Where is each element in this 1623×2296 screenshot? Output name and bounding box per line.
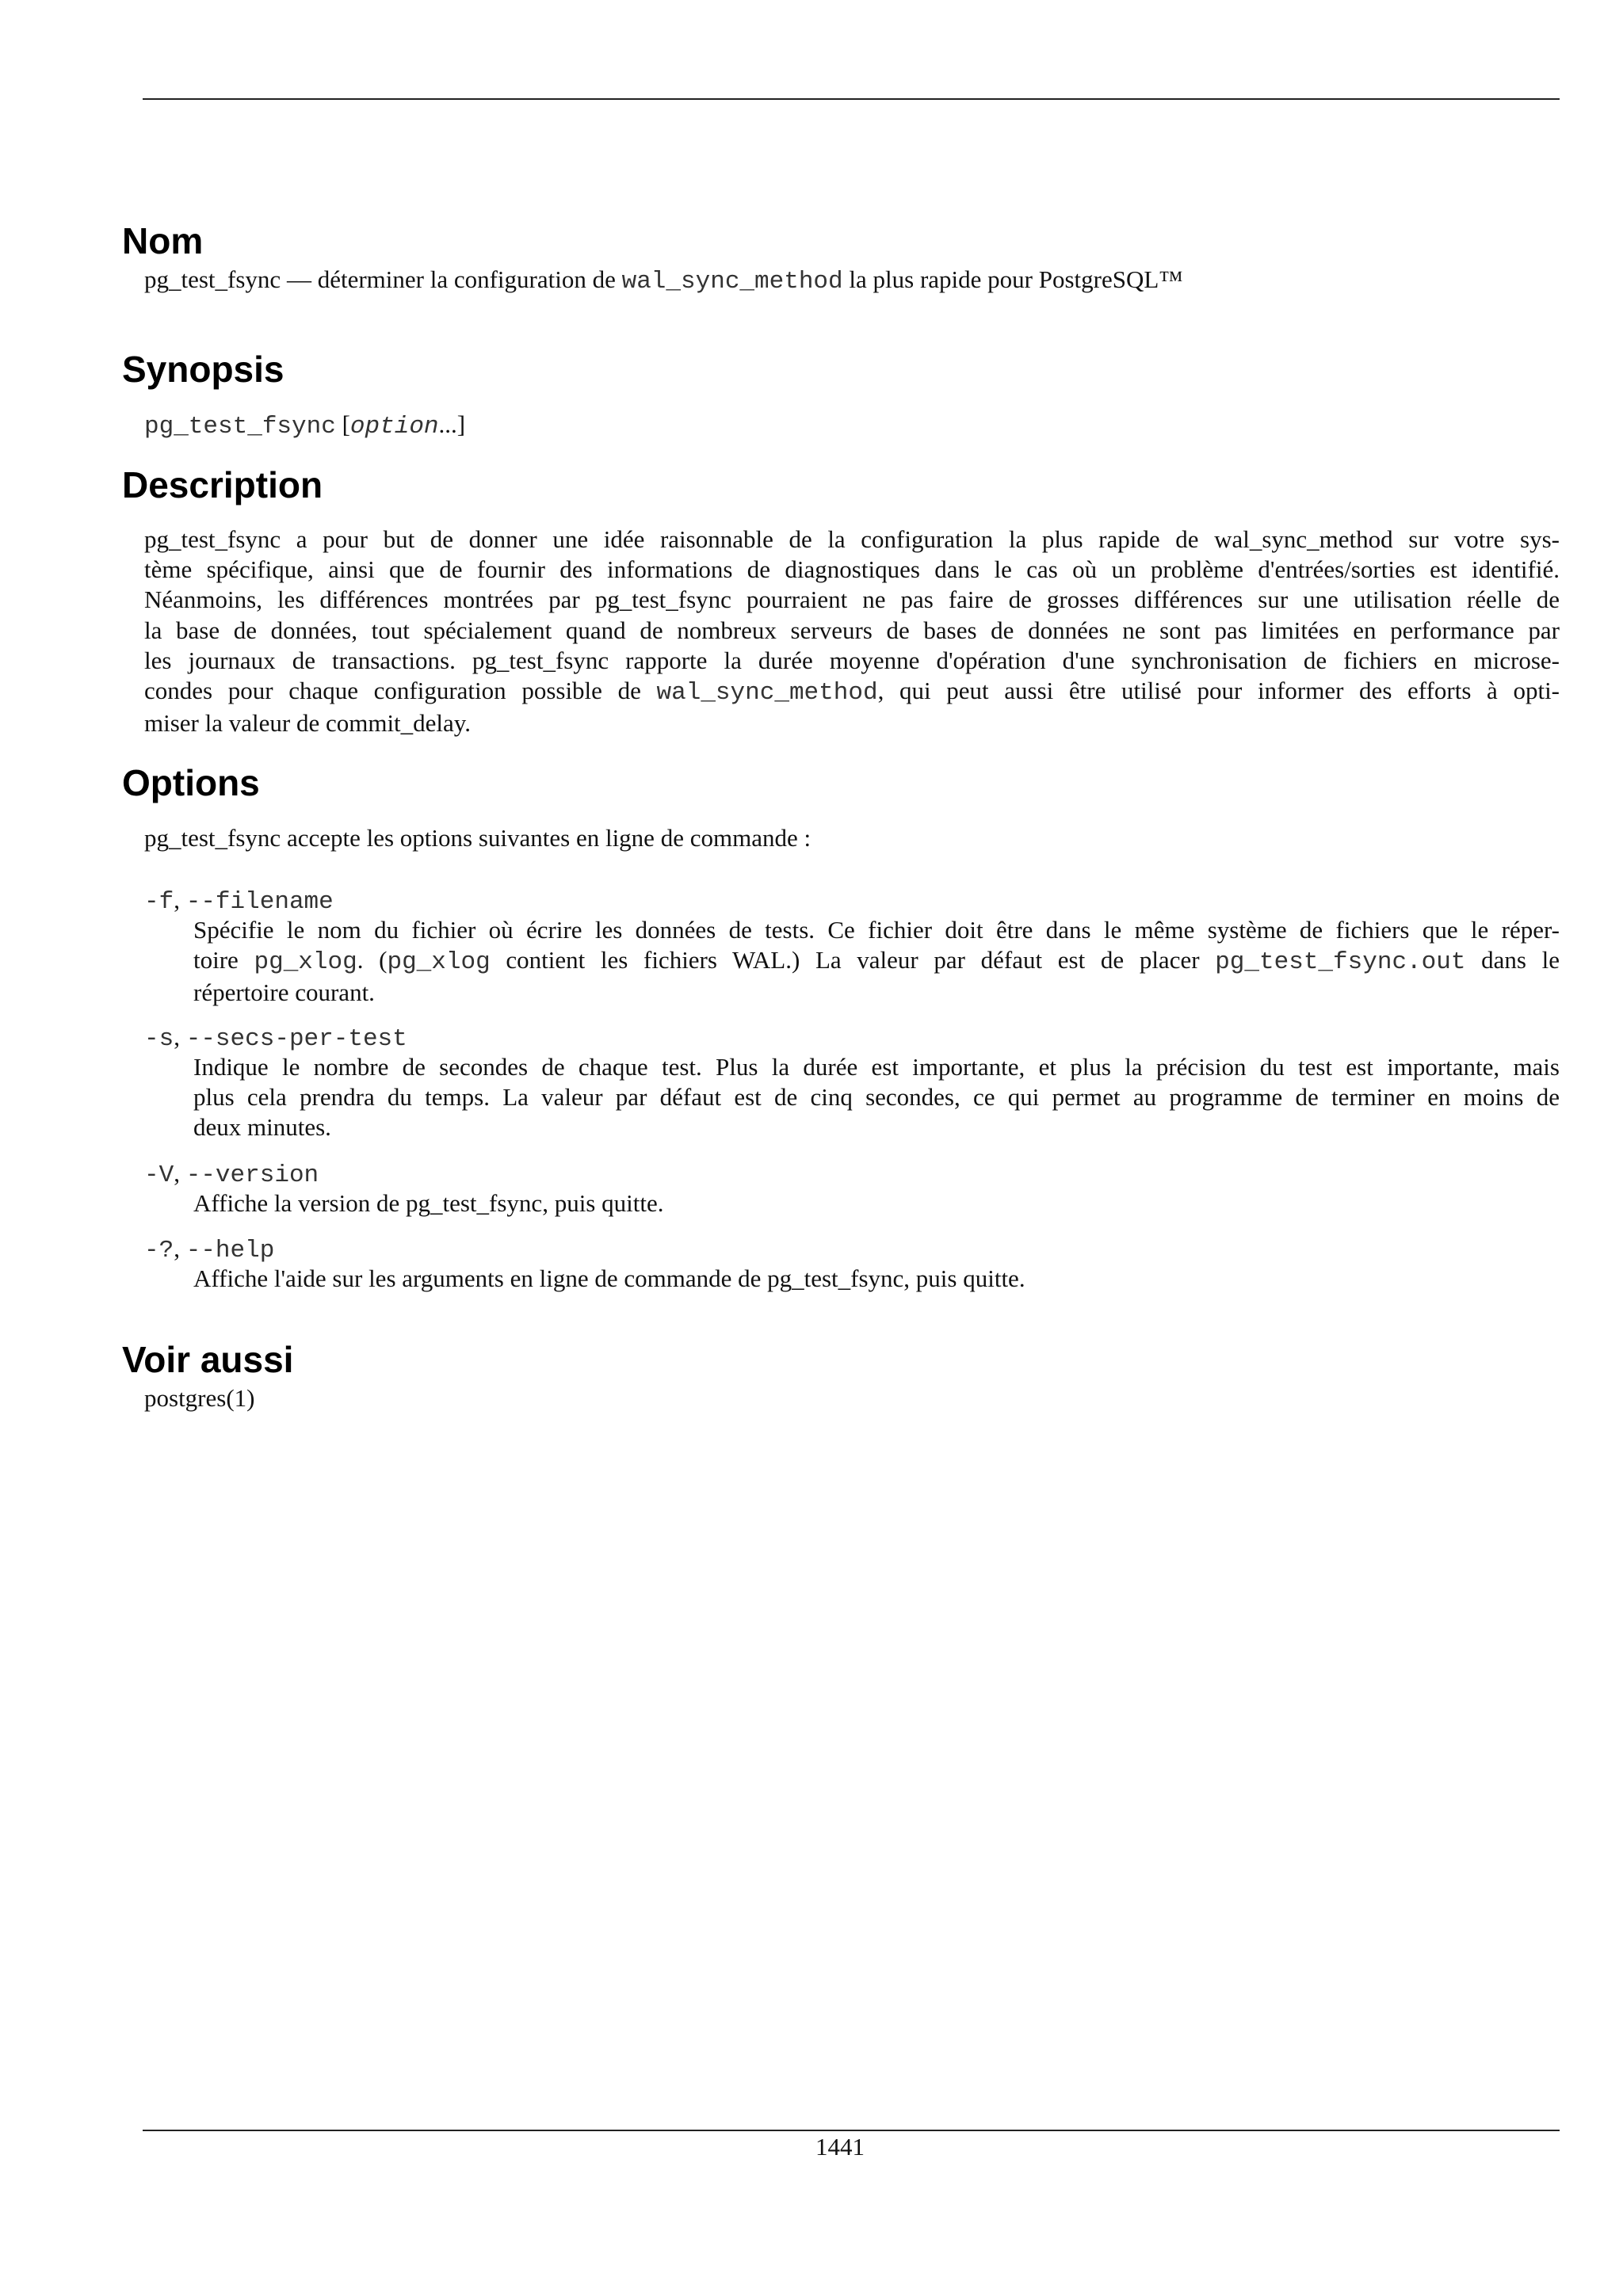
page-number: 1441 [815, 2133, 865, 2161]
synopsis-option: option [349, 413, 439, 441]
option-separator: , [174, 1023, 186, 1051]
option-def-line: plus cela prendra du temps. La valeur par défaut est de cinq secondes, ce qui permet au programme de terminer en moins de [193, 1083, 1560, 1112]
section-heading-options: Options [122, 762, 260, 803]
option-def-code-out-file: pg_test_fsync.out [1215, 948, 1466, 977]
option-short: -s [144, 1025, 174, 1053]
option-term-secs-per-test [144, 1022, 407, 1055]
header-rule [143, 98, 1560, 100]
option-def-line: répertoire courant. [193, 978, 375, 1007]
synopsis-command: pg_test_fsync [144, 413, 336, 441]
option-def-line: Spécifie le nom du fichier où écrire les données de tests. Ce fichier doit être dans le même système de fichiers que le réper- [193, 916, 1560, 944]
section-heading-synopsis: Synopsis [122, 349, 285, 390]
option-def-code-pg-xlog: pg_xlog [254, 948, 357, 977]
option-def-code-pg-xlog: pg_xlog [387, 948, 491, 977]
option-long: --version [185, 1161, 319, 1189]
description-line: tème spécifique, ainsi que de fournir des informations de diagnostiques dans le cas où un problème d'entrées/sorties est identifié. [144, 555, 1560, 584]
option-def-line: Affiche la version de pg_test_fsync, puis quitte. [193, 1189, 664, 1217]
option-def-line: deux minutes. [193, 1113, 331, 1142]
description-code-wal-sync-method: wal_sync_method [656, 679, 878, 707]
description-text: , qui peut aussi être utilisé pour informer des efforts à opti- [877, 677, 1560, 705]
option-def-line: Indique le nombre de secondes de chaque test. Plus la durée est importante, et plus la précision du test est importante, mais [193, 1053, 1560, 1081]
synopsis-ellipsis: ...] [438, 410, 466, 438]
option-short: -V [144, 1161, 174, 1189]
description-line: la base de données, tout spécialement quand de nombreux serveurs de bases de données ne sont pas limitées en performance par [144, 616, 1560, 644]
description-text: condes pour chaque configuration possible de [144, 677, 657, 705]
section-heading-voir-aussi: Voir aussi [122, 1339, 294, 1380]
nom-text-pre: pg_test_fsync — déterminer la configuration de [144, 265, 622, 293]
option-term-filename [144, 885, 334, 917]
options-intro: pg_test_fsync accepte les options suivantes en ligne de commande : [144, 824, 812, 852]
option-def-filename [193, 915, 1560, 1009]
description-line: pg_test_fsync a pour but de donner une idée raisonnable de la configuration la plus rapide de wal_sync_method sur votre sys- [144, 525, 1560, 553]
description-line [144, 676, 1560, 708]
synopsis-bracket-open: [ [335, 410, 350, 438]
option-long: --filename [185, 888, 334, 916]
nom-text-post: la plus rapide pour PostgreSQL™ [842, 265, 1183, 293]
option-def-version [193, 1188, 1560, 1219]
option-def-help [193, 1264, 1560, 1294]
option-long: --secs-per-test [185, 1025, 407, 1053]
option-separator: , [174, 886, 186, 913]
description-paragraph [144, 524, 1560, 738]
description-line: Néanmoins, les différences montrées par pg_test_fsync pourraient ne pas faire de grosses différences sur une utilisation réelle de [144, 585, 1560, 614]
option-def-line: Affiche l'aide sur les arguments en ligne de commande de pg_test_fsync, puis quitte. [193, 1264, 1025, 1292]
option-separator: , [174, 1159, 186, 1187]
option-long: --help [185, 1237, 275, 1264]
see-also-link-postgres[interactable]: postgres(1) [144, 1384, 255, 1412]
description-line: les journaux de transactions. pg_test_fsync rapporte la durée moyenne d'opération d'une synchronisation de fichiers en microse- [144, 646, 1560, 674]
option-def-line [193, 945, 1560, 978]
option-short: -? [144, 1237, 174, 1264]
synopsis-line [144, 410, 465, 442]
section-heading-nom: Nom [122, 220, 204, 261]
option-short: -f [144, 888, 174, 916]
nom-line [144, 265, 1183, 297]
option-def-text: dans le [1465, 946, 1560, 974]
option-term-help [144, 1234, 274, 1266]
section-heading-description: Description [122, 464, 323, 505]
option-separator: , [174, 1234, 186, 1262]
option-def-text: toire [193, 946, 254, 974]
option-term-version [144, 1158, 319, 1191]
option-def-text: contient les fichiers WAL.) La valeur par défaut est de placer [490, 946, 1216, 974]
option-def-text: . ( [357, 946, 388, 974]
option-def-secs-per-test [193, 1052, 1560, 1143]
nom-code-wal-sync-method: wal_sync_method [621, 268, 843, 296]
description-line: miser la valeur de commit_delay. [144, 709, 472, 738]
